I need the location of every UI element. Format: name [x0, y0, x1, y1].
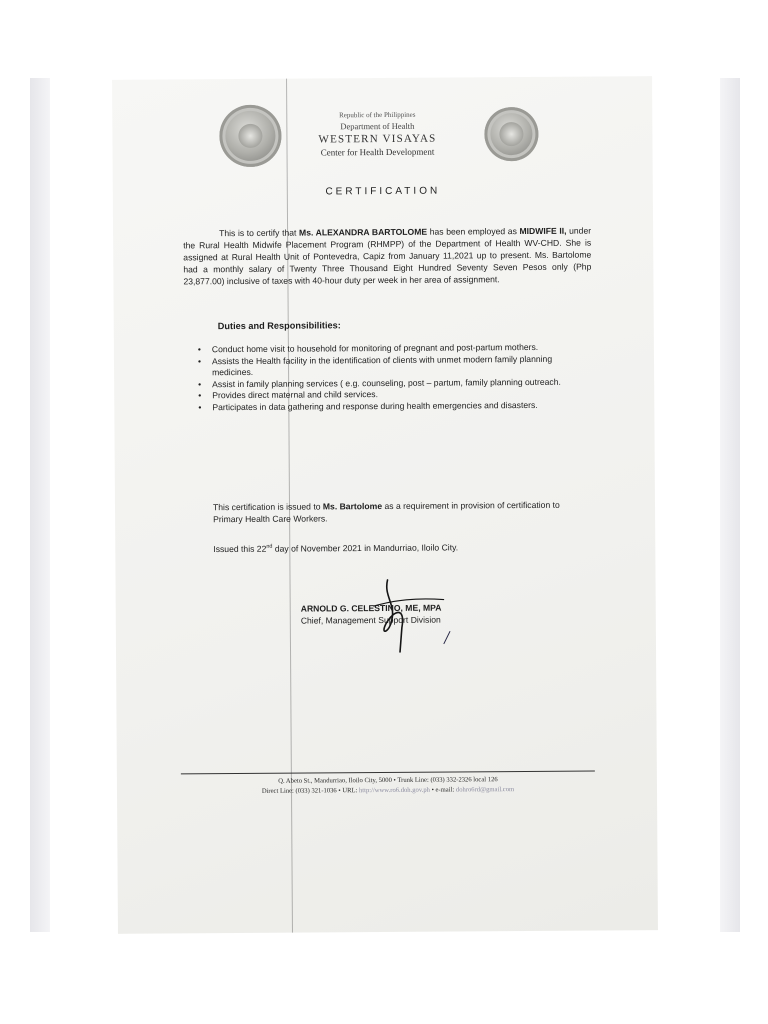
body-text-a: This is to certify that [219, 227, 300, 239]
letterhead-region: WESTERN VISAYAS [318, 132, 437, 146]
letterhead [292, 109, 462, 158]
letterhead-center: Center for Health Development [320, 146, 435, 158]
duties-heading: Duties and Responsibilities: [217, 320, 341, 332]
scan-edge-right [720, 78, 740, 932]
footer-direct-line: Direct Line: (033) 321-1036 • URL: [261, 787, 360, 795]
duty-item [198, 399, 568, 413]
bullet: • [198, 401, 202, 412]
body-text-c: under the Rural Health Midwife Placement Program (RHMPP) of the Department of Health WV-CHD. She is assigned at Rural Health Unit of Pontevedra, Capiz from January 11,2021 up to present. Ms. Bartolome had a monthly salary of Twenty Three Thousand Eight Hundred Seventy Seven Pesos only (Php 23,877.00) inclusive of taxes with 40-hour duty per week in her area of assignment. [183, 225, 592, 287]
bullet: • [198, 378, 202, 389]
date-text-b: day of November 2021 in Mandurriao, Iloilo City. [272, 542, 459, 554]
duty-text: Provides direct maternal and child services. [212, 389, 379, 401]
bullet: • [197, 344, 201, 355]
footer-email-label: • e-mail: [429, 786, 456, 794]
employee-position: MIDWIFE II, [519, 225, 567, 237]
duty-text: Participates in data gathering and response during health emergencies and disasters. [212, 399, 538, 412]
footer-address: Q. Abeto St., Mandurriao, Iloilo City, 5000 • Trunk Line: (033) 332-2326 local 126 [278, 776, 498, 785]
scan-edge-left [30, 78, 50, 932]
letterhead-republic: Republic of the Philippines [339, 110, 416, 120]
duty-item [198, 353, 568, 379]
employee-name: Ms. ALEXANDRA BARTOLOME [298, 226, 428, 238]
letterhead-department: Department of Health [340, 120, 415, 132]
issued-date [213, 539, 573, 555]
issuance-text-a: This certification is issued to [212, 501, 323, 513]
footer-url: http://www.ro6.doh.gov.ph [358, 786, 430, 795]
issuance-name: Ms. Bartolome [322, 501, 383, 512]
date-text-a: Issued this 22 [213, 543, 267, 555]
certification-paragraph [183, 225, 591, 288]
bullet: • [198, 390, 202, 401]
duties-list [198, 342, 568, 414]
issuance-paragraph [213, 499, 573, 526]
date-ordinal: nd [266, 543, 273, 550]
duty-text: Assists the Health facility in the identification of clients with unmet modern family planning medicines. [211, 353, 553, 378]
certificate-page [112, 76, 658, 934]
footer-contacts [181, 785, 595, 798]
document-title: CERTIFICATION [325, 185, 441, 198]
footer-email: dohro6rd@gmail.com [455, 786, 515, 794]
signatory-name: ARNOLD G. CELESTINO, ME, MPA [300, 602, 442, 614]
duty-text: Conduct home visit to household for monitoring of pregnant and post-partum mothers. [211, 341, 539, 355]
bullet: • [197, 355, 202, 366]
doh-seal-icon [219, 105, 281, 167]
duty-text: Assist in family planning services ( e.g. counseling, post – partum, family planning outreach. [212, 376, 561, 389]
issuance-text-b: as a requirement in provision of certification to Primary Health Care Workers. [213, 499, 560, 525]
signatory-title: Chief, Management Support Division [300, 614, 441, 626]
chd-logo-icon [484, 107, 538, 161]
letterhead-footer [181, 775, 595, 798]
signatory-block [301, 602, 442, 627]
body-text-b: has been employed as [427, 226, 520, 237]
footer-divider [181, 771, 595, 775]
